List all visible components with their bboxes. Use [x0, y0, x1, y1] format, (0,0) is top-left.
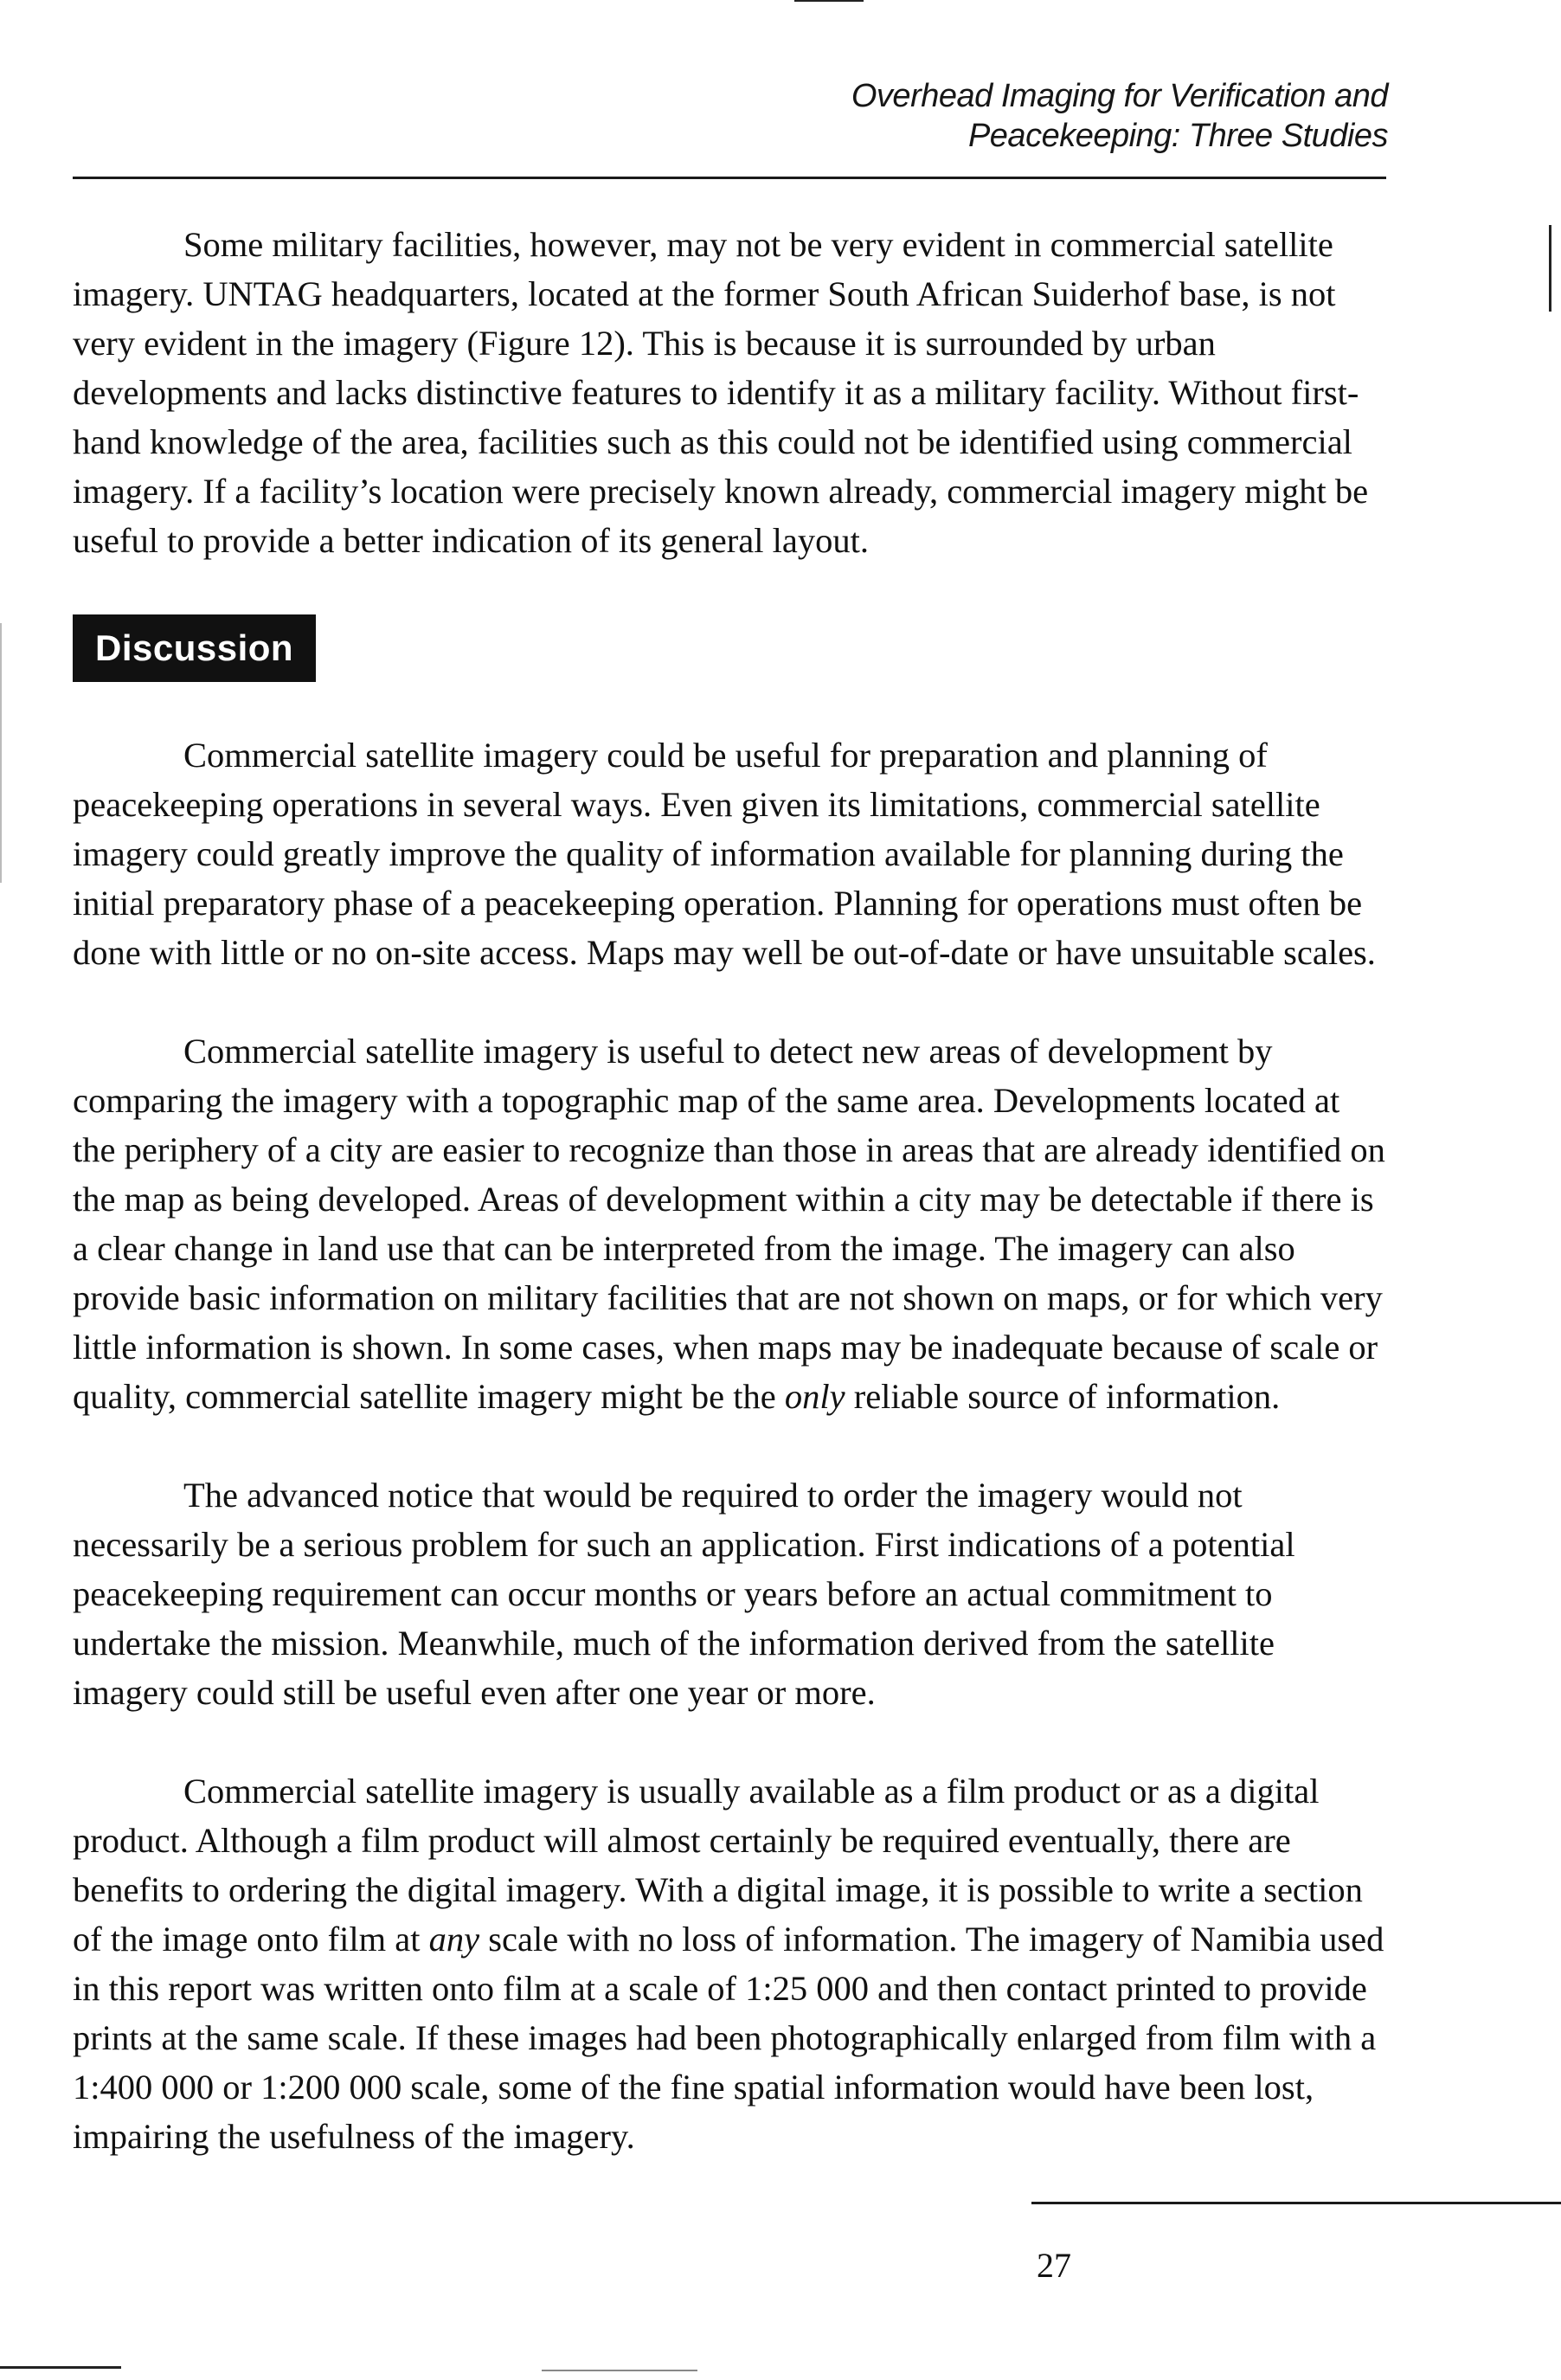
page-number: 27 [1037, 2246, 1071, 2285]
scan-artifact-bottom [0, 2366, 121, 2369]
scan-artifact-right [1549, 225, 1551, 312]
paragraph-3 [73, 1026, 1386, 1421]
emphasis-any: any [428, 1920, 480, 1959]
scan-artifact-bottom-2 [542, 2370, 697, 2371]
paragraph-1: Some military facilities, however, may not be very evident in commercial satellite imagery. UNTAG headquarters, located at the former South African Suiderhof base, is not very evident in the imagery (Figure 12). This is because it is surrounded by urban developments and lacks distinctive features to identify it as a military facility. Without first-hand knowledge of the area, facilities such as this could not be identified using commercial imagery. If a facility’s location were precisely known already, commercial imagery might be useful to provide a better indication of its general layout. [73, 225, 1369, 560]
emphasis-only: only [784, 1377, 845, 1416]
paragraph-5-part-1: Commercial satellite imagery is usually available as a film product or as a digital product. Although a film product will almost certainly be required eventually, there are benefits to ordering the digital imagery. With a digital image, it is possible to write a section of the image onto film at [73, 1772, 1363, 1959]
paragraph-5-part-2: scale with no loss of information. The imagery of Namibia used in this report was written onto film at a scale of 1:25 000 and then contact printed to provide prints at the same scale. If these images had been photographically enlarged from film with a 1:400 000 or 1:200 000 scale, some of the fine spatial information would have been lost, impairing the usefulness of the imagery. [73, 1920, 1384, 2156]
paragraph-4: The advanced notice that would be required to order the imagery would not necessarily be a serious problem for such an application. First indications of a potential peacekeeping requirement can occur months or years before an actual commitment to undertake the mission. Meanwhile, much of the information derived from the satellite imagery could still be useful even after one year or more. [73, 1476, 1295, 1712]
section-heading-discussion: Discussion [73, 614, 316, 682]
footer-rule [1031, 2202, 1561, 2204]
body-text [73, 220, 1386, 2161]
paragraph-3-part-2: reliable source of information. [845, 1377, 1281, 1416]
scan-artifact-top [794, 0, 864, 2]
paragraph-2: Commercial satellite imagery could be useful for preparation and planning of peacekeeping operations in several ways. Even given its limitations, commercial satellite imagery could greatly improve the quality of information available for planning during the initial preparatory phase of a peacekeeping operation. Planning for operations must often be done with little or no on-site access. Maps may well be out-of-date or have unsuitable scales. [73, 736, 1376, 972]
running-header-line-2: Peacekeeping: Three Studies [967, 118, 1388, 154]
paragraph-3-part-1: Commercial satellite imagery is useful to detect new areas of development by comparing the imagery with a topographic map of the same area. Developments located at the periphery of a city are easier to recognize than those in areas that are already identified on the map as being developed. Areas of development within a city may be detectable if there is a clear change in land use that can be interpreted from the image. The imagery can also provide basic information on military facilities that are not shown on maps, or for which very little information is shown. In some cases, when maps may be inadequate because of scale or quality, commercial satellite imagery might be the [73, 1032, 1385, 1416]
header-rule [73, 177, 1386, 179]
running-header-line-1: Overhead Imaging for Verification and [851, 78, 1388, 114]
scan-artifact-left [0, 623, 2, 883]
paragraph-5 [73, 1766, 1386, 2161]
running-header [851, 76, 1388, 156]
